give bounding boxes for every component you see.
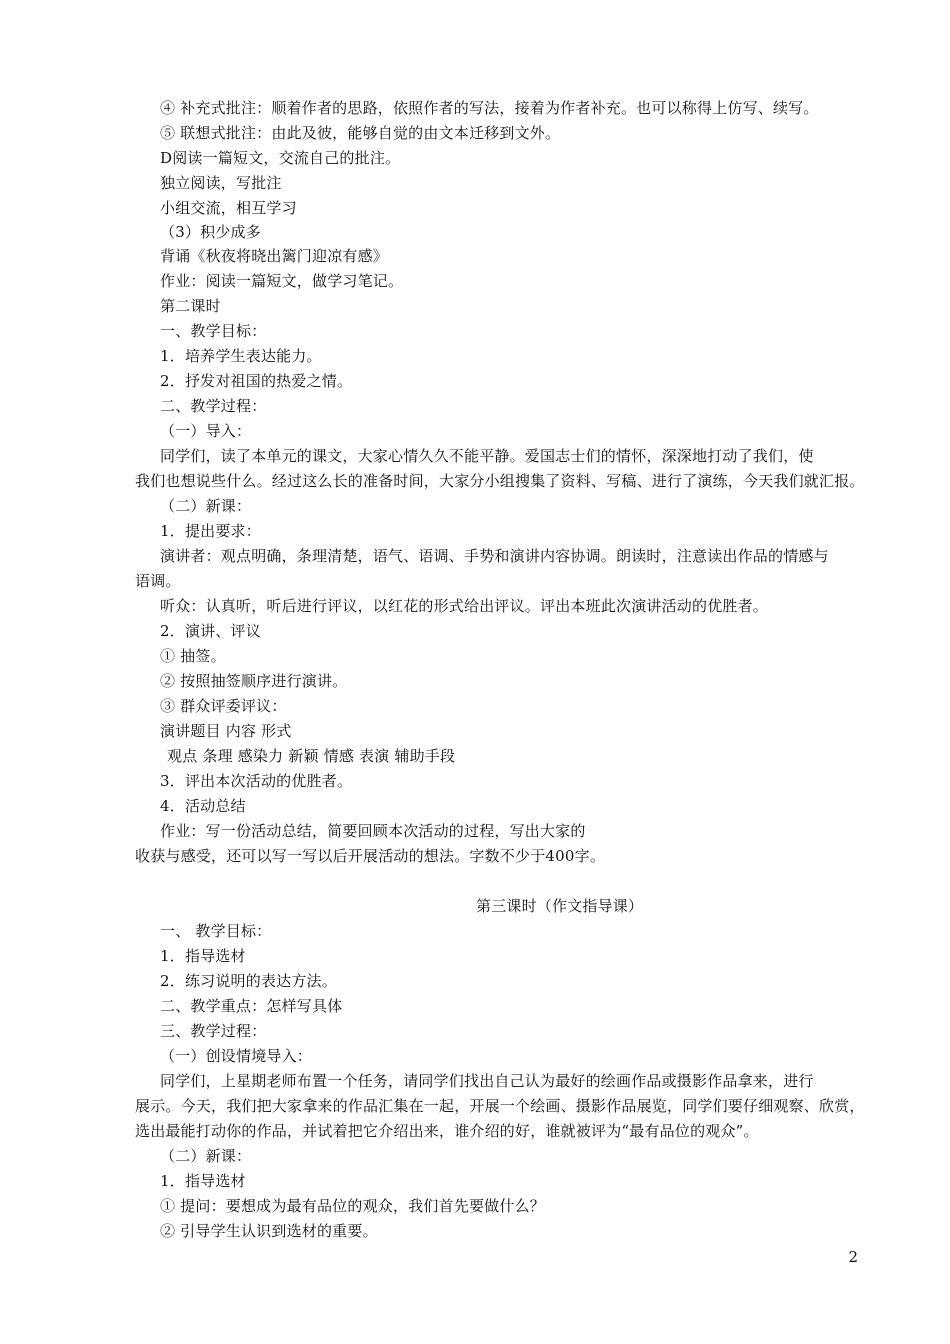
text-line: 选出最能打动你的作品，并试着把它介绍出来，谁介绍的好，谁就被评为“最有品位的观众”。: [135, 1122, 759, 1140]
text-line: 2．演讲、评议: [160, 622, 261, 640]
text-line: （一）创设情境导入：: [160, 1047, 313, 1065]
section-heading: 第二课时: [160, 297, 221, 315]
text-line: 作业：写一份活动总结，简要回顾本次活动的过程，写出大家的: [160, 822, 586, 840]
text-line: 二、教学过程：: [160, 397, 267, 415]
text-line: 演讲题目 内容 形式: [160, 722, 292, 740]
text-line: 1．培养学生表达能力。: [160, 347, 322, 365]
text-line: 独立阅读，写批注: [160, 174, 282, 192]
text-line: ⑤ 联想式批注：由此及彼，能够自觉的由文本迁移到文外。: [160, 124, 561, 142]
text-line: ② 按照抽签顺序进行演讲。: [160, 672, 348, 690]
text-line: （二）新课：: [160, 497, 252, 515]
text-line: ① 抽签。: [160, 647, 226, 665]
text-line: 收获与感受，还可以写一写以后开展活动的想法。字数不少于400字。: [135, 847, 606, 865]
text-line: D阅读一篇短文，交流自己的批注。: [160, 149, 401, 167]
text-line: ① 提问：要想成为最有品位的观众，我们首先要做什么？: [160, 1197, 545, 1215]
text-line: 二、教学重点：怎样写具体: [160, 997, 343, 1015]
text-line: 展示。今天，我们把大家拿来的作品汇集在一起，开展一个绘画、摄影作品展览，同学们要仔细观察、欣赏，: [135, 1097, 865, 1115]
text-line: 作业：阅读一篇短文，做学习笔记。: [160, 272, 404, 290]
text-line: ② 引导学生认识到选材的重要。: [160, 1222, 378, 1240]
text-line: 背诵《秋夜将晓出篱门迎凉有感》: [160, 247, 389, 265]
text-line: ④ 补充式批注：顺着作者的思路，依照作者的写法，接着为作者补充。也可以称得上仿写、续写。: [160, 99, 819, 117]
text-line: 同学们，读了本单元的课文，大家心情久久不能平静。爱国志士们的情怀，深深地打动了我们，使: [160, 447, 814, 465]
text-line: 1．提出要求：: [160, 522, 261, 540]
section-heading: 第三课时（作文指导课）: [476, 897, 644, 915]
text-line: 4．活动总结: [160, 797, 246, 815]
text-line: 1．指导选材: [160, 947, 246, 965]
text-line: 2．抒发对祖国的热爱之情。: [160, 372, 353, 390]
text-line: 一、教学目标：: [160, 322, 267, 340]
text-line: 1．指导选材: [160, 1172, 246, 1190]
text-line: 2．练习说明的表达方法。: [160, 972, 337, 990]
text-line: 一、 教学目标：: [160, 922, 272, 940]
text-line: 演讲者：观点明确，条理清楚，语气、语调、手势和演讲内容协调。朗读时，注意读出作品的情感与: [160, 547, 829, 565]
text-line: 同学们，上星期老师布置一个任务，请同学们找出自己认为最好的绘画作品或摄影作品拿来，进行: [160, 1072, 814, 1090]
text-line: 3．评出本次活动的优胜者。: [160, 772, 353, 790]
text-line: （3）积少成多: [160, 223, 261, 241]
text-line: 三、教学过程：: [160, 1022, 267, 1040]
text-line: 观点 条理 感染力 新颖 情感 表演 辅助手段: [167, 747, 456, 765]
text-line: 听众：认真听，听后进行评议，以红花的形式给出评议。评出本班此次演讲活动的优胜者。: [160, 597, 769, 615]
page-number: 2: [848, 1248, 858, 1266]
text-line: （二）新课：: [160, 1147, 252, 1165]
text-line: 小组交流，相互学习: [160, 199, 297, 217]
text-line: ③ 群众评委评议：: [160, 697, 287, 715]
text-line: （一）导入：: [160, 422, 252, 440]
text-line: 语调。: [135, 572, 181, 590]
text-line: 我们也想说些什么。经过这么长的准备时间，大家分小组搜集了资料、写稿、进行了演练，今天我们就汇报。: [135, 472, 865, 490]
